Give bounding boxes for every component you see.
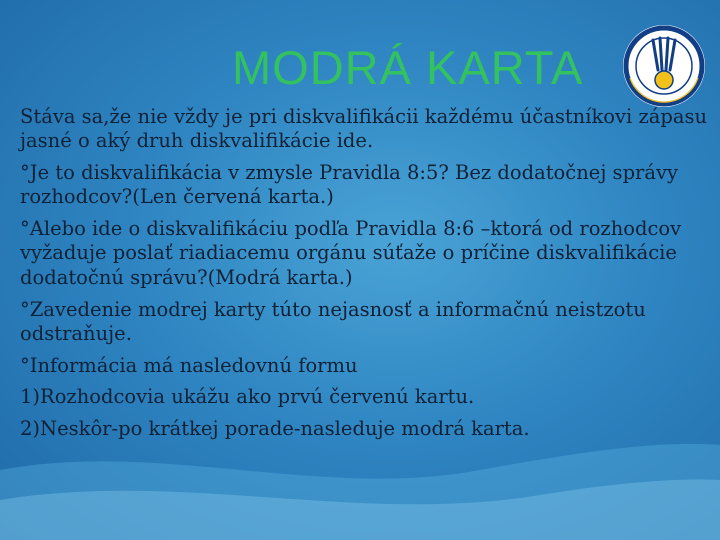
paragraph-step-1: 1)Rozhodcovia ukážu ako prvú červenú kartu. — [20, 385, 475, 409]
slide-body — [20, 105, 710, 449]
ihf-logo-icon — [620, 22, 708, 110]
paragraph-information-form: °Informácia má nasledovnú formu — [20, 353, 358, 377]
paragraph-blue-card-purpose: °Zavedenie modrej karty túto nejasnosť a informačnú neistzotu odstraňuje. — [20, 297, 646, 345]
paragraph-rule-8-6: °Alebo ide o diskvalifikáciu podľa Pravidla 8:6 –ktorá od rozhodcov vyžaduje poslať riadiacemu orgánu súťaže o príčine diskvalifikácie dodatočnú správu?(Modrá karta.) — [20, 217, 682, 289]
paragraph-intro: Stáva sa,že nie vždy je pri diskvalifikácii každému účastníkovi zápasu jasné o aký druh diskvalifikácie ide. — [20, 105, 708, 153]
paragraph-rule-8-5: °Je to diskvalifikácia v zmysle Pravidla 8:5? Bez dodatočnej správy rozhodcov?(Len červená karta.) — [20, 161, 679, 209]
slide-title: MODRÁ KARTA — [232, 41, 584, 94]
paragraph-step-2: 2)Neskôr-po krátkej porade-nasleduje modrá karta. — [20, 417, 530, 441]
